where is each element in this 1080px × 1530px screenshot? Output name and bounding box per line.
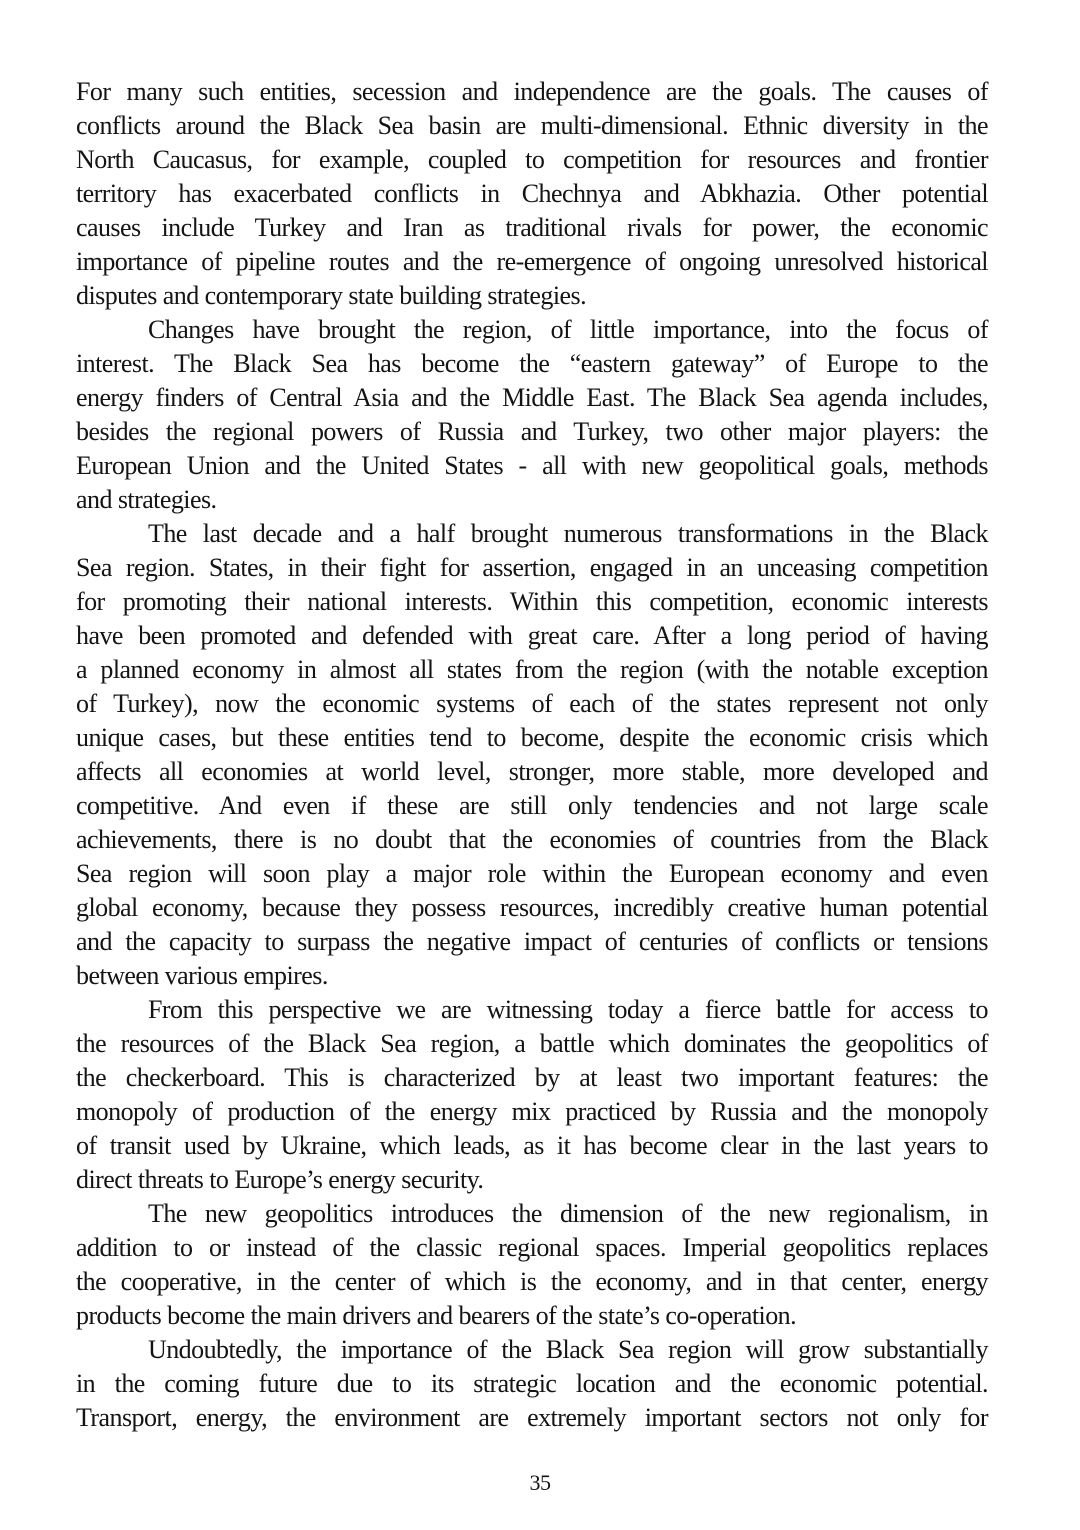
text-line: Sea region will soon play a major role within the European economy and even	[76, 859, 988, 888]
text-line: a planned economy in almost all states from the region (with the notable exception	[76, 655, 988, 684]
paragraph	[76, 1197, 988, 1333]
paragraph	[76, 993, 988, 1197]
text-line: achievements, there is no doubt that the economies of countries from the Black	[76, 825, 988, 854]
text-line: For many such entities, secession and independence are the goals. The causes of	[76, 77, 988, 106]
text-line: Undoubtedly, the importance of the Black Sea region will grow substantially	[148, 1335, 988, 1364]
text-line: North Caucasus, for example, coupled to competition for resources and frontier	[76, 145, 988, 174]
text-line: conflicts around the Black Sea basin are multi-dimensional. Ethnic diversity in the	[76, 111, 988, 140]
page-number: 35	[529, 1470, 551, 1495]
text-line: the cooperative, in the center of which is the economy, and in that center, energy	[76, 1267, 988, 1296]
text-line: between various empires.	[76, 961, 328, 990]
page-body	[76, 75, 988, 1435]
text-line: competitive. And even if these are still only tendencies and not large scale	[76, 791, 988, 820]
text-line: causes include Turkey and Iran as traditional rivals for power, the economic	[76, 213, 988, 242]
text-line: of transit used by Ukraine, which leads, as it has become clear in the last years to	[76, 1131, 988, 1160]
text-line: From this perspective we are witnessing today a fierce battle for access to	[148, 995, 988, 1024]
text-line: European Union and the United States - all with new geopolitical goals, methods	[76, 451, 988, 480]
text-line: for promoting their national interests. Within this competition, economic interests	[76, 587, 988, 616]
text-line: have been promoted and defended with great care. After a long period of having	[76, 621, 988, 650]
text-line: direct threats to Europe’s energy security.	[76, 1165, 484, 1194]
text-line: global economy, because they possess resources, incredibly creative human potential	[76, 893, 988, 922]
text-line: and the capacity to surpass the negative impact of centuries of conflicts or tensions	[76, 927, 988, 956]
paragraph	[76, 517, 988, 993]
text-line: the checkerboard. This is characterized by at least two important features: the	[76, 1063, 988, 1092]
text-line: importance of pipeline routes and the re-emergence of ongoing unresolved historical	[76, 247, 988, 276]
text-line: affects all economies at world level, stronger, more stable, more developed and	[76, 757, 988, 786]
text-line: energy finders of Central Asia and the Middle East. The Black Sea agenda includes,	[76, 383, 988, 412]
text-line: Sea region. States, in their fight for assertion, engaged in an unceasing competition	[76, 553, 988, 582]
text-line: the resources of the Black Sea region, a battle which dominates the geopolitics of	[76, 1029, 988, 1058]
paragraph	[76, 313, 988, 517]
text-line: addition to or instead of the classic regional spaces. Imperial geopolitics replaces	[76, 1233, 988, 1262]
text-line: Transport, energy, the environment are extremely important sectors not only for	[76, 1403, 988, 1432]
text-line: and strategies.	[76, 485, 217, 514]
text-line: unique cases, but these entities tend to become, despite the economic crisis which	[76, 723, 988, 752]
text-line: of Turkey), now the economic systems of each of the states represent not only	[76, 689, 988, 718]
text-line: interest. The Black Sea has become the “eastern gateway” of Europe to the	[76, 349, 988, 378]
paragraph	[76, 1333, 988, 1435]
text-line: monopoly of production of the energy mix practiced by Russia and the monopoly	[76, 1097, 988, 1126]
text-line: besides the regional powers of Russia and Turkey, two other major players: the	[76, 417, 988, 446]
text-line: The last decade and a half brought numerous transformations in the Black	[148, 519, 988, 548]
text-line: The new geopolitics introduces the dimension of the new regionalism, in	[148, 1199, 988, 1228]
text-line: products become the main drivers and bearers of the state’s co-operation.	[76, 1301, 797, 1330]
text-line: disputes and contemporary state building strategies.	[76, 281, 587, 310]
text-line: in the coming future due to its strategic location and the economic potential.	[76, 1369, 988, 1398]
text-line: territory has exacerbated conflicts in Chechnya and Abkhazia. Other potential	[76, 179, 988, 208]
paragraph	[76, 75, 988, 313]
text-line: Changes have brought the region, of little importance, into the focus of	[148, 315, 988, 344]
